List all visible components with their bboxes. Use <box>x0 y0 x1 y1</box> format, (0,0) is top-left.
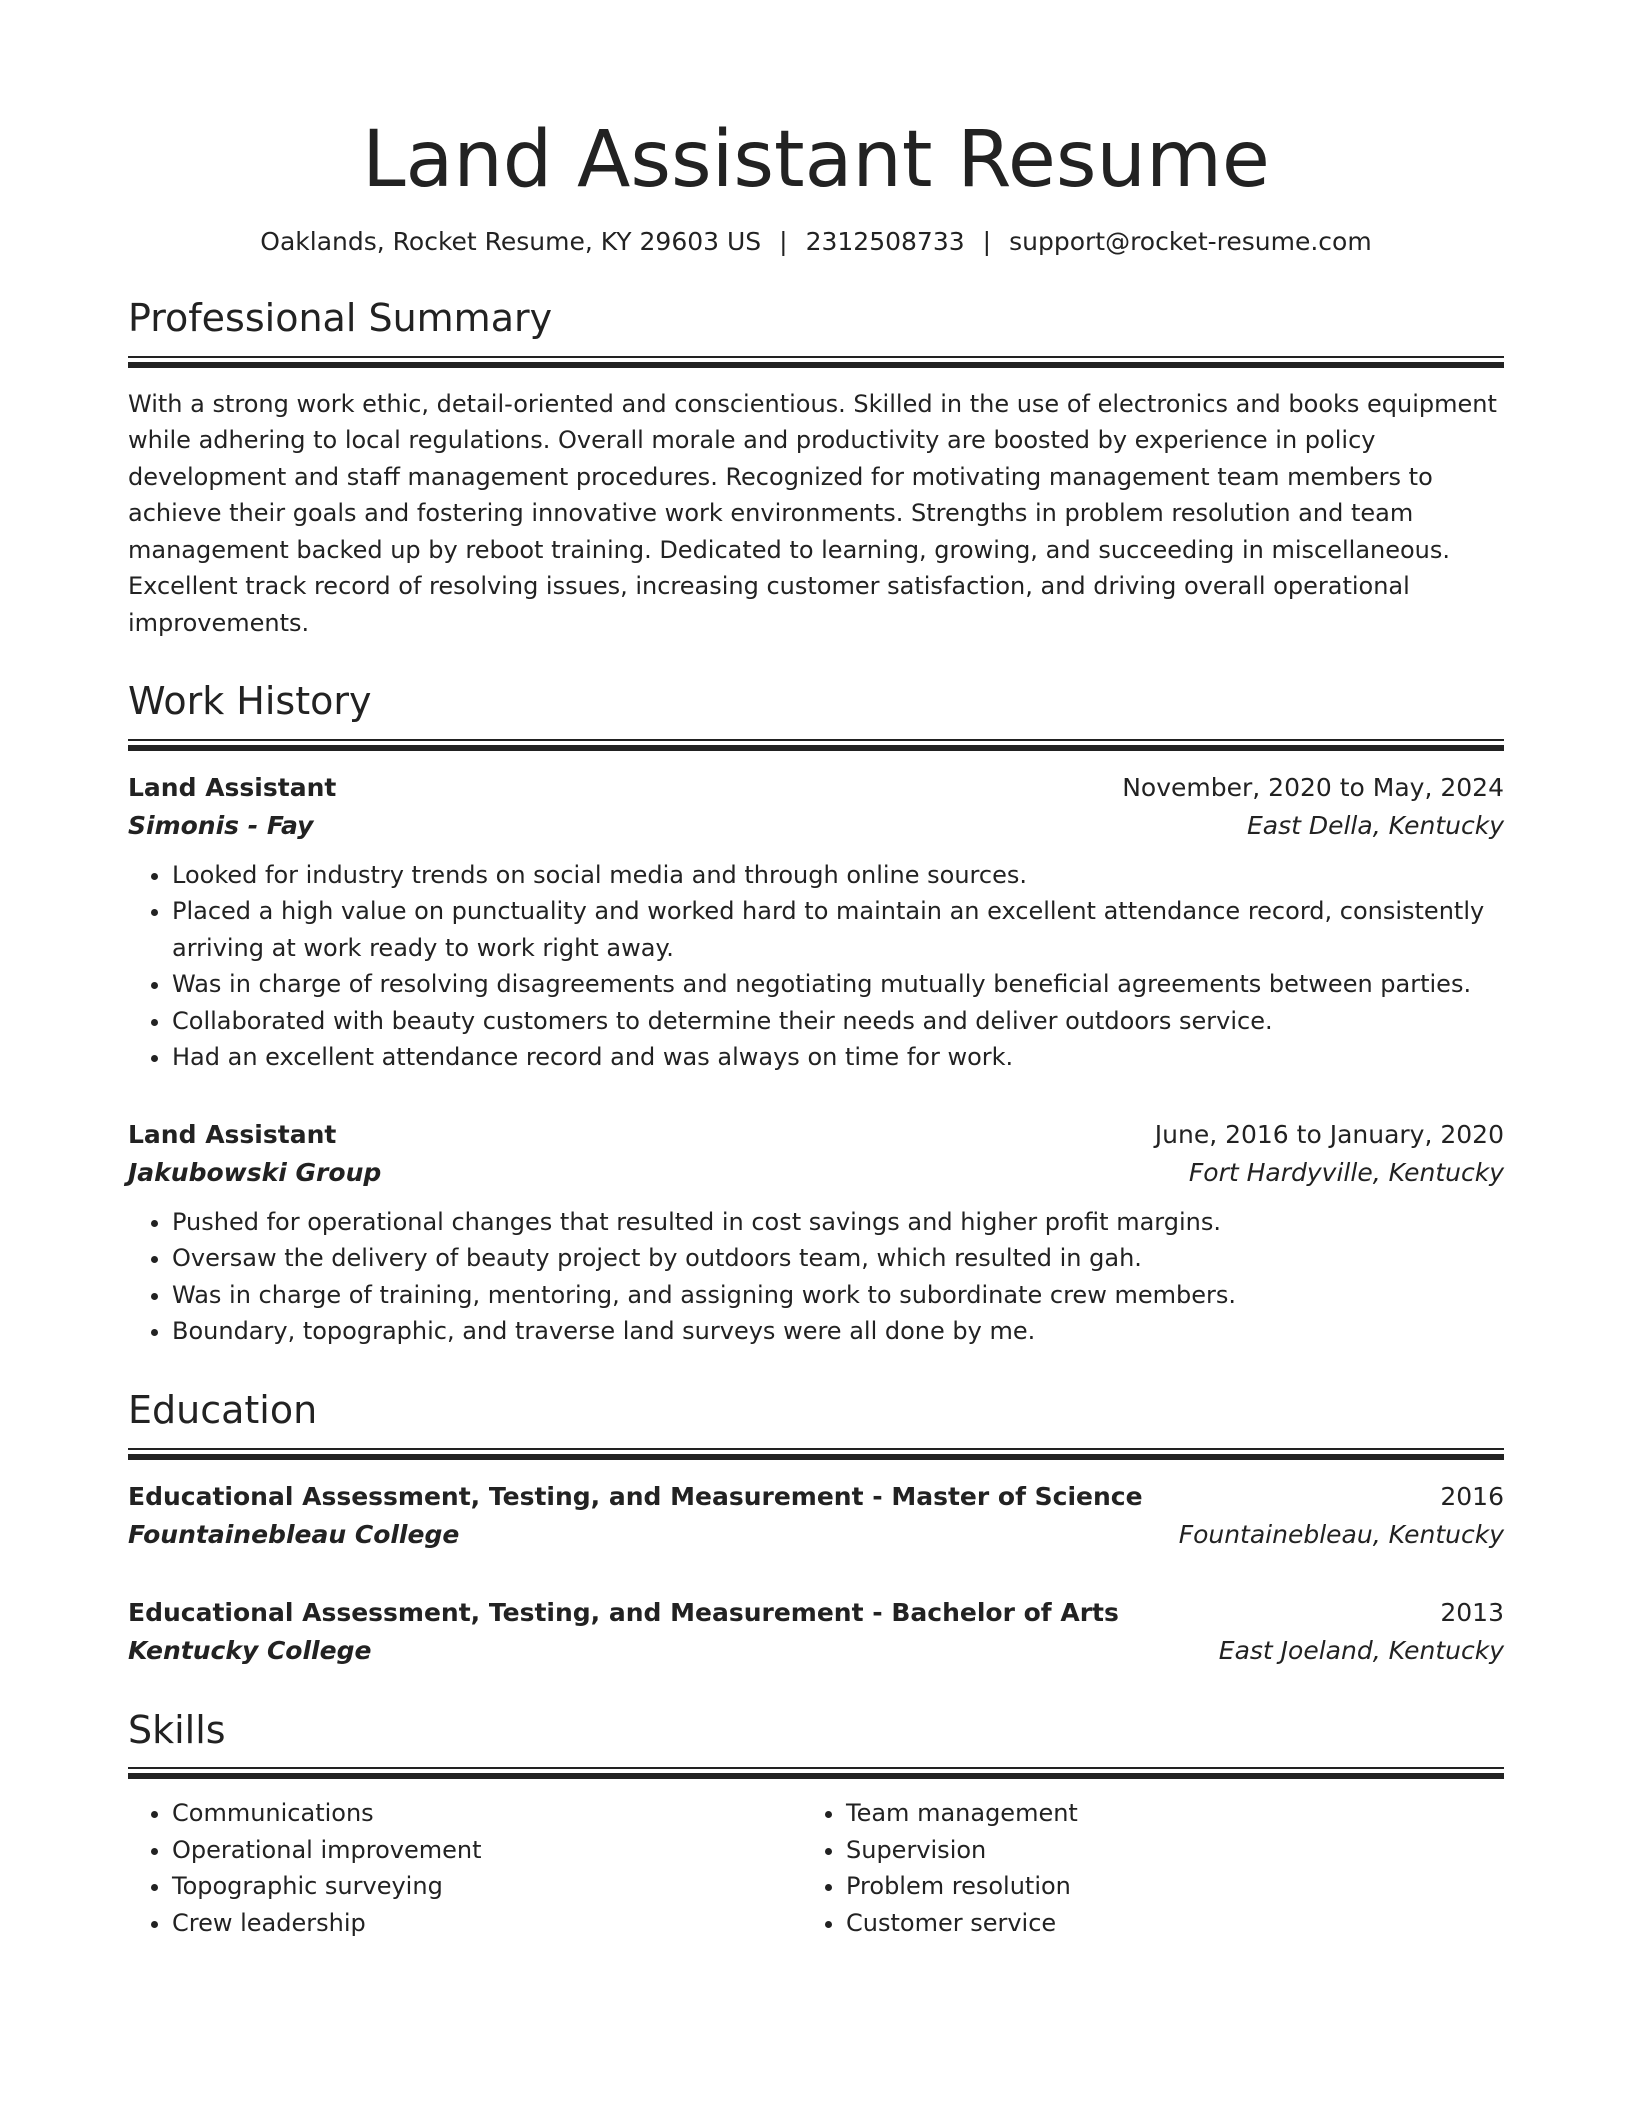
summary-section <box>128 296 1504 641</box>
contact-email: support@rocket-resume.com <box>1009 226 1372 256</box>
section-divider <box>128 1767 1504 1777</box>
summary-heading: Professional Summary <box>128 296 553 341</box>
summary-text: With a strong work ethic, detail-oriented and conscientious. Skilled in the use of electronics and books equipment while adhering to local regulations. Overall morale and productivity are boosted by experience in policy development and staff management procedures. Recognized for motivating management team members to achieve their goals and fostering innovative work environments. Strengths in problem resolution and team management backed up by reboot training. Dedicated to learning, growing, and succeeding in miscellaneous. Excellent track record of resolving issues, increasing customer satisfaction, and driving overall operational improvements. <box>128 389 1497 637</box>
education-year: 2016 <box>1440 1481 1504 1511</box>
education-location: Fountainebleau, Kentucky <box>1178 1519 1504 1549</box>
skill-item: • Team management <box>846 1795 1476 1832</box>
job-company: Jakubowski Group <box>128 1157 382 1187</box>
education-degree: Educational Assessment, Testing, and Measurement - Master of Science <box>128 1481 1143 1511</box>
section-divider <box>128 739 1504 749</box>
skills-column-left <box>128 1795 802 1941</box>
education-header-row <box>128 1478 1504 1516</box>
education-school-row <box>128 1632 1504 1670</box>
skill-item: • Problem resolution <box>846 1868 1476 1905</box>
contact-address: Oaklands, Rocket Resume, KY 29603 US <box>260 226 762 256</box>
resume-title: Land Assistant Resume <box>362 115 1270 205</box>
education-location: East Joeland, Kentucky <box>1218 1635 1504 1665</box>
education-school-row <box>128 1516 1504 1554</box>
job-location: Fort Hardyville, Kentucky <box>1188 1157 1504 1187</box>
job-bullet: • Oversaw the delivery of beauty project by outdoors team, which resulted in gah. <box>172 1240 1504 1277</box>
skill-item: • Supervision <box>846 1832 1476 1869</box>
job-bullet: • Placed a high value on punctuality and worked hard to maintain an excellent attendance record, consistently arriving at work ready to work right away. <box>172 893 1504 966</box>
contact-phone: 2312508733 <box>805 226 965 256</box>
skills-grid <box>128 1795 1504 1941</box>
education-degree: Educational Assessment, Testing, and Measurement - Bachelor of Arts <box>128 1597 1119 1627</box>
job-bullet: • Collaborated with beauty customers to determine their needs and deliver outdoors service. <box>172 1003 1504 1040</box>
job-bullet: • Pushed for operational changes that resulted in cost savings and higher profit margins. <box>172 1204 1504 1241</box>
education-heading: Education <box>128 1387 318 1432</box>
skill-item: • Customer service <box>846 1905 1476 1942</box>
job-bullet: • Was in charge of training, mentoring, and assigning work to subordinate crew members. <box>172 1277 1504 1314</box>
job-bullet: • Looked for industry trends on social media and through online sources. <box>172 857 1504 894</box>
job-dates: November, 2020 to May, 2024 <box>1122 772 1504 802</box>
skills-heading: Skills <box>128 1707 226 1752</box>
job-dates: June, 2016 to January, 2020 <box>1154 1119 1504 1149</box>
education-entry <box>128 1478 1504 1554</box>
contact-separator: | <box>779 226 788 256</box>
skill-item: • Crew leadership <box>172 1905 802 1942</box>
job-bullet: • Had an excellent attendance record and was always on time for work. <box>172 1039 1504 1076</box>
contact-separator: | <box>982 226 992 256</box>
job-entry <box>128 769 1504 1076</box>
contact-line <box>128 226 1504 259</box>
education-entry <box>128 1594 1504 1670</box>
education-school: Fountainebleau College <box>128 1519 460 1549</box>
skill-item: • Operational improvement <box>172 1832 802 1869</box>
job-bullets <box>128 857 1504 1076</box>
job-location: East Della, Kentucky <box>1246 810 1504 840</box>
job-bullets <box>128 1204 1504 1350</box>
skill-item: • Topographic surveying <box>172 1868 802 1905</box>
education-year: 2013 <box>1440 1597 1504 1627</box>
job-bullet: • Boundary, topographic, and traverse land surveys were all done by me. <box>172 1313 1504 1350</box>
job-company-row <box>128 1154 1504 1192</box>
skill-item: • Communications <box>172 1795 802 1832</box>
work-history-heading: Work History <box>128 679 372 724</box>
education-school: Kentucky College <box>128 1635 372 1665</box>
section-divider <box>128 356 1504 366</box>
skills-section <box>128 1708 1504 1942</box>
job-title: Land Assistant <box>128 1119 337 1149</box>
education-section <box>128 1388 1504 1670</box>
job-header-row <box>128 1116 1504 1154</box>
job-company-row <box>128 807 1504 845</box>
job-header-row <box>128 769 1504 807</box>
section-divider <box>128 1448 1504 1458</box>
education-header-row <box>128 1594 1504 1632</box>
work-history-section <box>128 679 1504 1350</box>
skills-column-right <box>802 1795 1476 1941</box>
job-title: Land Assistant <box>128 772 337 802</box>
job-bullet: • Was in charge of resolving disagreements and negotiating mutually beneficial agreements between parties. <box>172 966 1504 1003</box>
job-company: Simonis - Fay <box>128 810 314 840</box>
job-entry <box>128 1116 1504 1350</box>
